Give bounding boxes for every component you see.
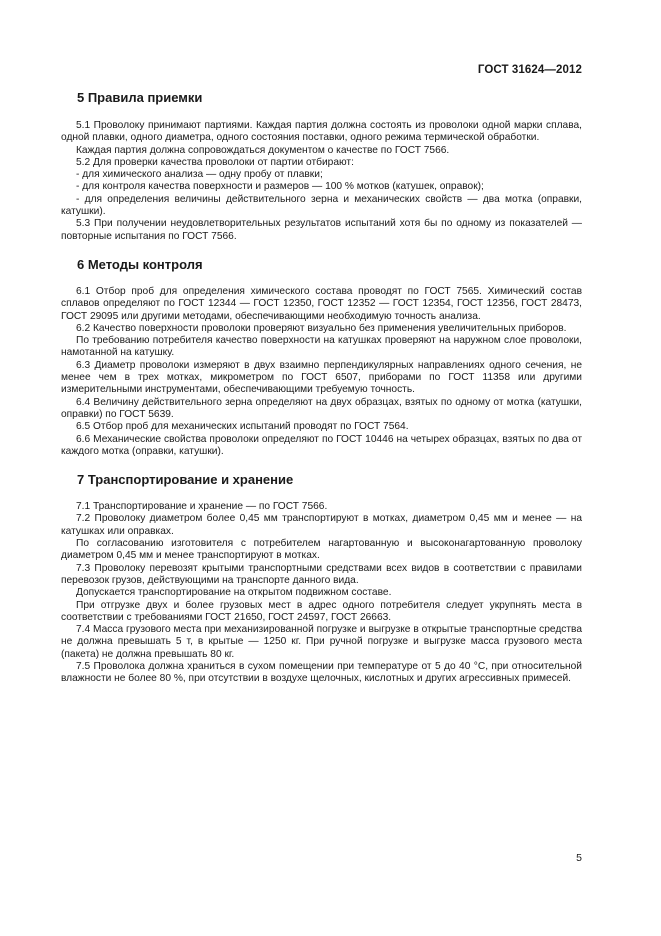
list-item: - для определения величины действительного зерна и механических свойств — два мотка (оправки, катушки). — [61, 193, 582, 218]
paragraph: 5.2 Для проверки качества проволоки от партии отбирают: — [76, 156, 354, 168]
paragraph: 5.1 Проволоку принимают партиями. Каждая партия должна состоять из проволоки одной марки сплава, одной плавки, одного диаметра, одного состояния поставки, одного режима термической обработки. — [61, 120, 582, 144]
document-code: ГОСТ 31624—2012 — [477, 64, 582, 76]
section-title: 7 Транспортирование и хранение — [77, 472, 294, 488]
paragraph: 7.5 Проволока должна храниться в сухом помещении при температуре от 5 до 40 °С, при относительной влажности не более 80 %, при отсутствии в воздухе щелочных, кислотных и других агрессивных примесей. — [61, 660, 582, 685]
paragraph: 6.2 Качество поверхности проволоки проверяют визуально без применения увеличительных приборов. — [76, 322, 567, 334]
section-5 — [61, 90, 582, 243]
paragraph: 7.2 Проволоку диаметром более 0,45 мм транспортируют в мотках, диаметром 0,45 мм и менее — на катушках или оправках. — [61, 513, 582, 537]
paragraph: 6.1 Отбор проб для определения химического состава проводят по ГОСТ 7565. Химический состав сплавов определяют по ГОСТ 12344 — ГОСТ 12350, ГОСТ 12352 — ГОСТ 12354, ГОСТ 12356, ГОСТ 28473, ГОСТ 29095 или другими методами, обеспечивающими необходимую точность анализа. — [61, 285, 582, 322]
paragraph: 5.3 При получении неудовлетворительных результатов испытаний хотя бы по одному из показателей — повторные испытания по ГОСТ 7566. — [61, 218, 582, 242]
section-title: 5 Правила приемки — [77, 90, 203, 105]
section-6 — [61, 257, 582, 458]
section-7 — [61, 472, 582, 685]
list-item: - для химического анализа — одну пробу от плавки; — [76, 169, 323, 181]
paragraph: Допускается транспортирование на открытом подвижном составе. — [76, 587, 392, 599]
section-title: 6 Методы контроля — [77, 256, 203, 272]
paragraph: Каждая партия должна сопровождаться документом о качестве по ГОСТ 7566. — [76, 144, 450, 156]
page-number: 5 — [576, 852, 582, 864]
paragraph: 6.6 Механические свойства проволоки определяют по ГОСТ 10446 на четырех образцах, взятых по два от каждого мотка (оправки, катушки). — [61, 433, 582, 457]
document-body — [61, 90, 582, 686]
paragraph: 7.1 Транспортирование и хранение — по ГОСТ 7566. — [76, 501, 328, 513]
list-item: - для контроля качества поверхности и размеров — 100 % мотков (катушек, оправок); — [76, 181, 484, 193]
paragraph: По согласованию изготовителя с потребителем нагартованную и высоконагартованную проволоку диаметром 0,45 мм и менее транспортируют в мотках. — [61, 538, 582, 562]
paragraph: 7.3 Проволоку перевозят крытыми транспортными средствами всех видов в соответствии с правилами перевозок грузов, действующими на транспорте данного вида. — [61, 562, 582, 586]
paragraph: 6.3 Диаметр проволоки измеряют в двух взаимно перпендикулярных направлениях одного сечения, не менее чем в трех мотках, микрометром по ГОСТ 6507, приборами по ГОСТ 11358 или другими измерительными инструментами, обеспечивающими требуемую точность. — [61, 359, 582, 396]
paragraph: По требованию потребителя качество поверхности на катушках проверяют на наружном слое проволоки, намотанной на катушку. — [61, 335, 582, 359]
paragraph: 7.4 Масса грузового места при механизированной погрузке и выгрузке в открытые транспортные средства не должна превышать 5 т, в крытые — 1250 кг. При ручной погрузке и выгрузке масса грузового места (пакета) не должна превышать 80 кг. — [61, 624, 582, 660]
paragraph: При отгрузке двух и более грузовых мест в адрес одного потребителя следует укрупнять места в соответствии с требованиями ГОСТ 21650, ГОСТ 24597, ГОСТ 26663. — [61, 599, 582, 623]
paragraph: 6.5 Отбор проб для механических испытаний проводят по ГОСТ 7564. — [76, 421, 409, 433]
paragraph: 6.4 Величину действительного зерна определяют на двух образцах, взятых по одному от мотка (катушки, оправки) по ГОСТ 5639. — [61, 396, 582, 420]
